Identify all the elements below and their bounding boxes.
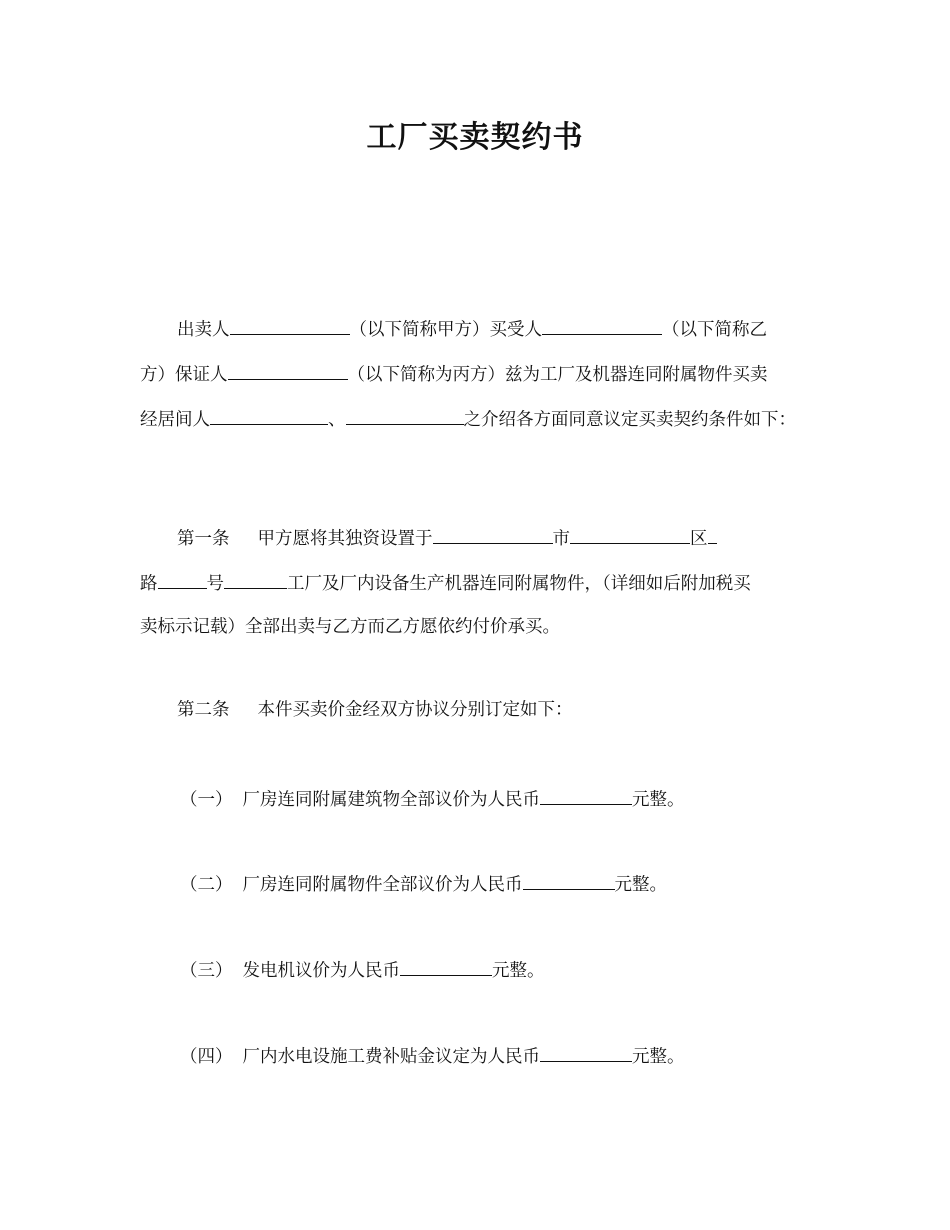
article2-text: 本件买卖价金经双方协议分别订定如下： (257, 700, 573, 720)
article1-label: 第一条 (177, 529, 230, 549)
document-title: 工厂买卖契约书 (366, 120, 584, 155)
amount-blank (540, 1042, 632, 1062)
seller-blank (230, 315, 350, 335)
price-item-number: （一） (180, 790, 233, 810)
intro-text: （以下简称为丙方）兹为工厂及机器连同附属物件买卖 (347, 365, 768, 385)
seller-label: 出卖人 (177, 320, 230, 340)
road-label: 路 (140, 574, 158, 594)
broker-label: 经居间人 (140, 410, 210, 430)
amount-blank (523, 870, 615, 890)
price-item-text: 厂内水电设施工费补贴金议定为人民币 (242, 1047, 540, 1067)
price-item-1 (180, 785, 685, 811)
intro-text: 之介绍各方面同意议定买卖契约条件如下： (463, 410, 796, 430)
article1-text: 工厂及厂内设备生产机器连同附属物件，（详细如后附加税买 (287, 574, 751, 594)
intro-text: （以下简称甲方）买受人 (349, 320, 542, 340)
price-item-4 (180, 1042, 685, 1068)
intro-text: （以下简称乙 (662, 320, 767, 340)
price-item-suffix: 元整。 (614, 875, 667, 895)
guarantor-label: 方）保证人 (140, 365, 228, 385)
article1-text: 甲方愿将其独资设置于 (257, 529, 433, 549)
amount-blank (400, 956, 492, 976)
price-item-2 (180, 870, 667, 896)
article2-label: 第二条 (177, 700, 230, 720)
article1-line-1 (177, 524, 717, 550)
broker-blank-1 (210, 405, 328, 425)
road-blank (158, 569, 207, 589)
price-item-suffix: 元整。 (632, 790, 685, 810)
district-blank (570, 524, 690, 544)
intro-line-2 (140, 360, 768, 386)
intro-line-3 (140, 405, 796, 431)
buyer-blank (542, 315, 662, 335)
city-blank (433, 524, 553, 544)
price-item-number: （四） (180, 1047, 233, 1067)
guarantor-blank (228, 360, 348, 380)
price-item-suffix: 元整。 (492, 961, 545, 981)
price-item-number: （二） (180, 875, 233, 895)
price-item-text: 厂房连同附属建筑物全部议价为人民币 (242, 790, 540, 810)
intro-text: 、 (328, 410, 346, 430)
price-item-text: 发电机议价为人民币 (242, 961, 400, 981)
price-item-text: 厂房连同附属物件全部议价为人民币 (242, 875, 523, 895)
district-tail-blank (708, 524, 717, 544)
amount-blank (540, 785, 632, 805)
article1-line-2 (140, 569, 751, 595)
article1-text: 区 (690, 529, 708, 549)
number-blank (224, 569, 287, 589)
article1-text: 市 (552, 529, 570, 549)
article2-line (177, 697, 573, 723)
intro-line-1 (177, 315, 767, 341)
broker-blank-2 (346, 405, 464, 425)
number-label: 号 (206, 574, 224, 594)
price-item-number: （三） (180, 961, 233, 981)
article1-line-3: 卖标示记载）全部出卖与乙方而乙方愿依约付价承买。 (140, 617, 560, 637)
price-item-suffix: 元整。 (632, 1047, 685, 1067)
price-item-3 (180, 956, 545, 982)
